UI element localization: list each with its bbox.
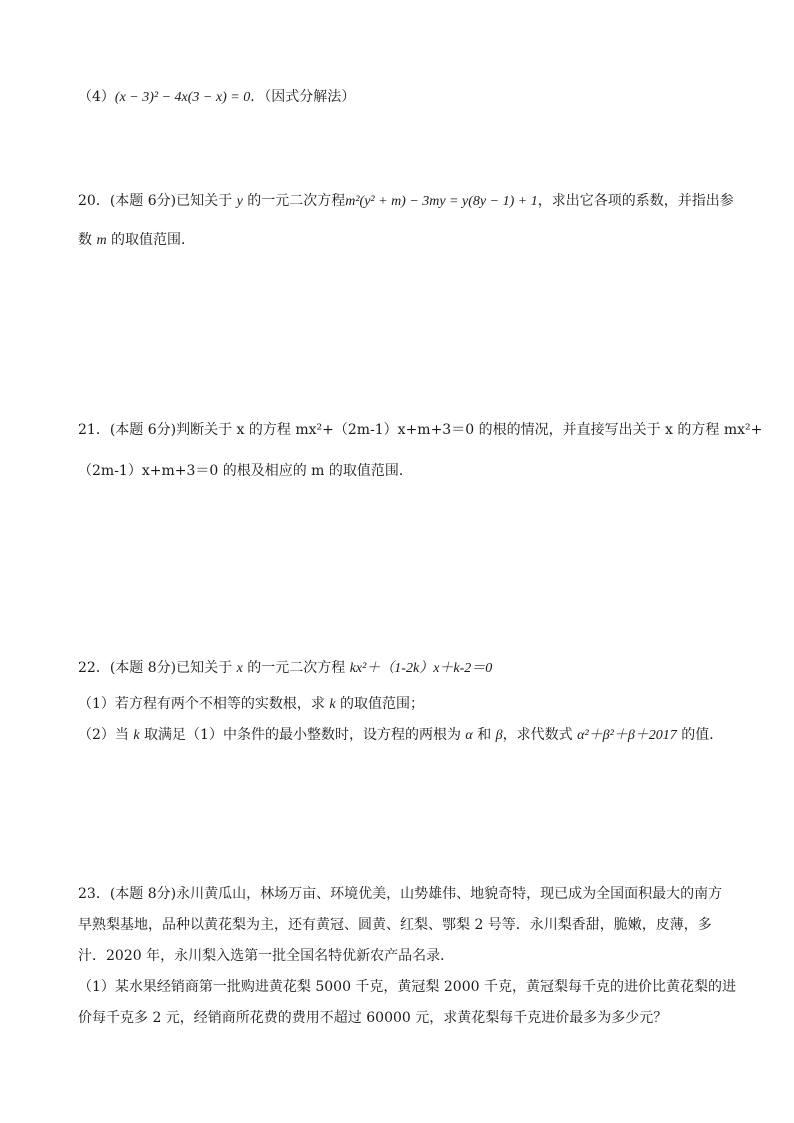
question-23-part-1-line-2: 价每千克多 2 元，经销商所花费的费用不超过 60000 元，求黄花梨每千克进价最多为多少元？ [78,1010,668,1026]
question-20-line-2 [78,230,195,251]
question-20-mid: 的一元二次方程 [247,193,346,209]
alpha-symbol: α [465,728,473,743]
question-20-intro: 20．(本题 6分)已知关于 [78,193,233,209]
equation: kx²＋（1-2k）x＋k-2＝0 [349,661,493,676]
variable-k: k [329,697,336,712]
question-23-part-1-line-1: （1）某水果经销商第一批购进黄花梨 5000 千克，黄冠梨 2000 千克，黄冠梨每千克的进价比黄花梨的进 [78,979,736,995]
question-19-part-4 [78,87,355,108]
question-21-line-2: （2m-1）x+m+3＝0 的根及相应的 m 的取值范围． [78,463,413,479]
text: 数 [78,232,92,248]
text: 的值． [681,727,724,743]
equation: m²(y² + m) − 3my = y(8y − 1) + 1 [345,194,538,209]
question-20-tail: ，求出它各项的系数，并指出参 [537,193,734,209]
question-22-mid: 的一元二次方程 [247,660,346,676]
text: （1）若方程有两个不相等的实数根，求 [78,696,325,712]
variable-m: m [96,233,107,248]
text: 的取值范围． [111,232,196,248]
question-23-line-2: 早熟梨基地，品种以黄花梨为主，还有黄冠、圆黄、红梨、鄂梨 2 号等．永川梨香甜，脆嫩，皮薄，多 [78,917,712,933]
question-23-line-3: 汁．2020 年，永川梨入选第一批全国名特优新农产品名录． [78,948,455,964]
algebraic-expression: α²＋β²＋β＋2017 [577,728,677,743]
method-note: ．（因式分解法） [250,89,356,105]
text: ，求代数式 [502,727,573,743]
question-22-part-1 [78,694,424,715]
part-label: （4） [78,89,115,105]
question-21-line-1: 21．(本题 6分)判断关于 x 的方程 mx²+（2m-1）x+m+3＝0 的根的情况，并直接写出关于 x 的方程 mx²+ [78,422,763,438]
question-22-intro: 22．(本题 8分)已知关于 [78,660,233,676]
beta-symbol: β [495,728,503,743]
variable-k: k [133,728,140,743]
equation: (x − 3)² − 4x(3 − x) = 0 [114,90,251,105]
question-22-part-2 [78,725,723,746]
text: 取满足（1）中条件的最小整数时，设方程的两根为 [144,727,461,743]
variable-y: y [236,194,243,209]
text: （2）当 [78,727,129,743]
question-23-line-1: 23．(本题 8分)永川黄瓜山，林场万亩、环境优美，山势雄伟、地貌奇特，现已成为全国面积最大的南方 [78,886,723,902]
question-20-line-1 [78,191,734,212]
text: 和 [477,727,492,743]
question-22-stem [78,658,492,679]
text: 的取值范围； [340,696,425,712]
variable-x: x [236,661,243,676]
